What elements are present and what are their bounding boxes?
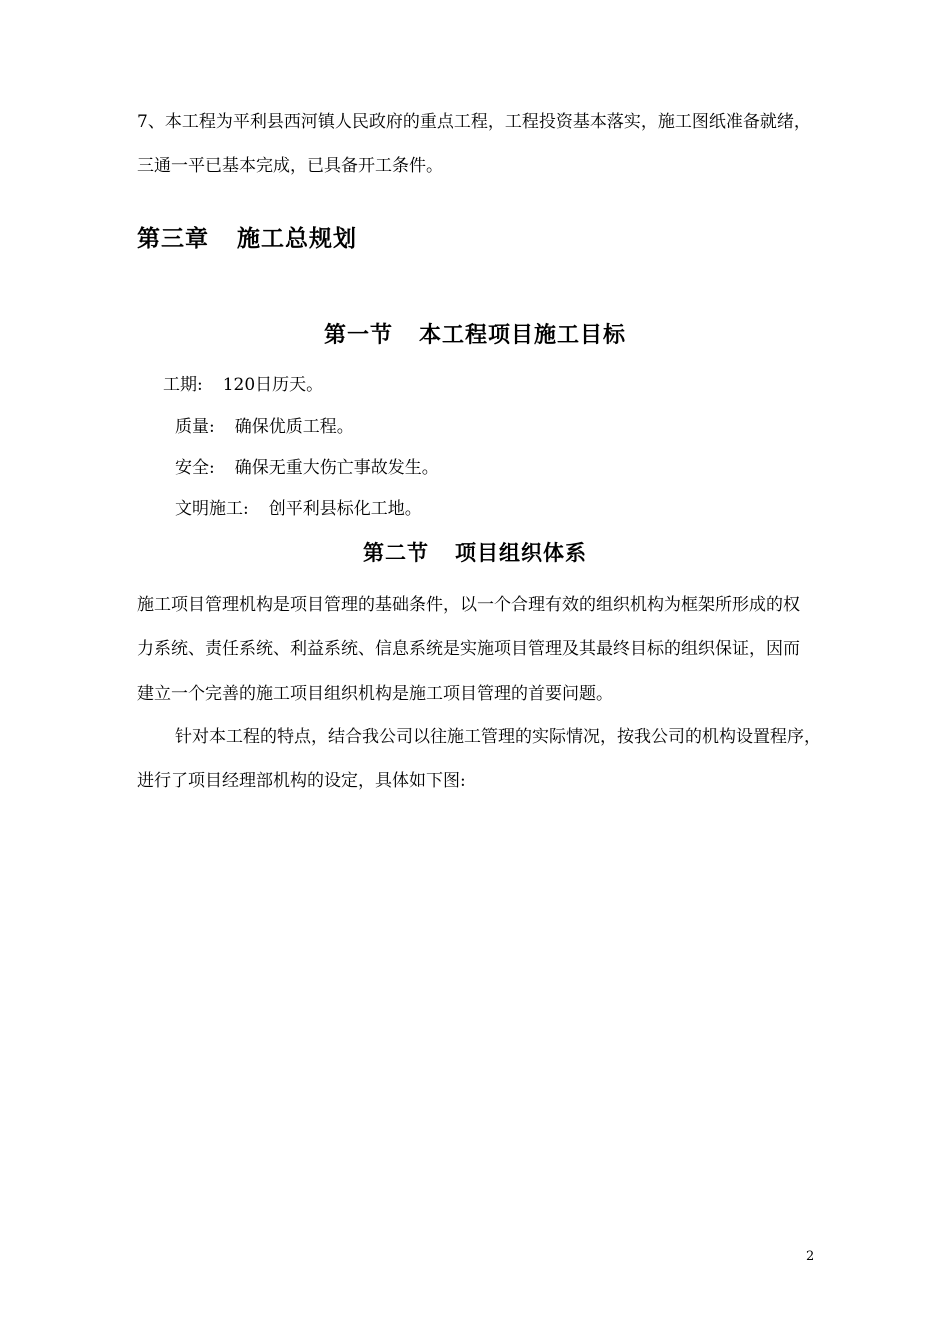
paragraph-1-line-2: 力系统、责任系统、利益系统、信息系统是实施项目管理及其最终目标的组织保证，因而: [137, 639, 800, 659]
chapter-title: 施工总规划: [237, 225, 357, 252]
page-number: 2: [806, 1249, 815, 1264]
goal-value: 创平利县标化工地。: [268, 499, 422, 519]
paragraph-2-line-2: 进行了项目经理部机构的设定，具体如下图:: [137, 771, 466, 791]
goal-value: 确保优质工程。: [234, 417, 354, 437]
chapter-heading: [137, 220, 357, 253]
intro-line-2: 三通一平已基本完成，已具备开工条件。: [137, 156, 443, 176]
goal-quality: [175, 415, 354, 439]
goal-safety: [175, 456, 439, 480]
goal-label: 质量:: [175, 417, 215, 437]
chapter-number: 第三章: [137, 225, 209, 252]
goal-label: 文明施工:: [175, 499, 249, 519]
goal-civilized-construction: [175, 497, 422, 521]
paragraph-2-line-1: 针对本工程的特点，结合我公司以往施工管理的实际情况，按我公司的机构设置程序，: [175, 727, 821, 747]
goal-value: 120日历天。: [222, 375, 324, 395]
paragraph-1-line-3: 建立一个完善的施工项目组织机构是施工项目管理的首要问题。: [137, 684, 613, 704]
intro-line-1: 7、本工程为平利县西河镇人民政府的重点工程，工程投资基本落实，施工图纸准备就绪，: [137, 112, 811, 132]
section-1-number: 第一节: [323, 322, 393, 348]
goal-value: 确保无重大伤亡事故发生。: [234, 458, 439, 478]
goal-label: 工期:: [163, 375, 203, 395]
paragraph-1-line-1: 施工项目管理机构是项目管理的基础条件，以一个合理有效的组织机构为框架所形成的权: [137, 595, 800, 615]
goal-schedule: [163, 373, 323, 397]
section-2-number: 第二节: [363, 540, 429, 565]
section-1-heading: [0, 318, 950, 349]
section-2-heading: [0, 537, 950, 567]
section-2-title: 项目组织体系: [455, 540, 587, 565]
section-1-title: 本工程项目施工目标: [419, 322, 627, 348]
goal-label: 安全:: [175, 458, 215, 478]
